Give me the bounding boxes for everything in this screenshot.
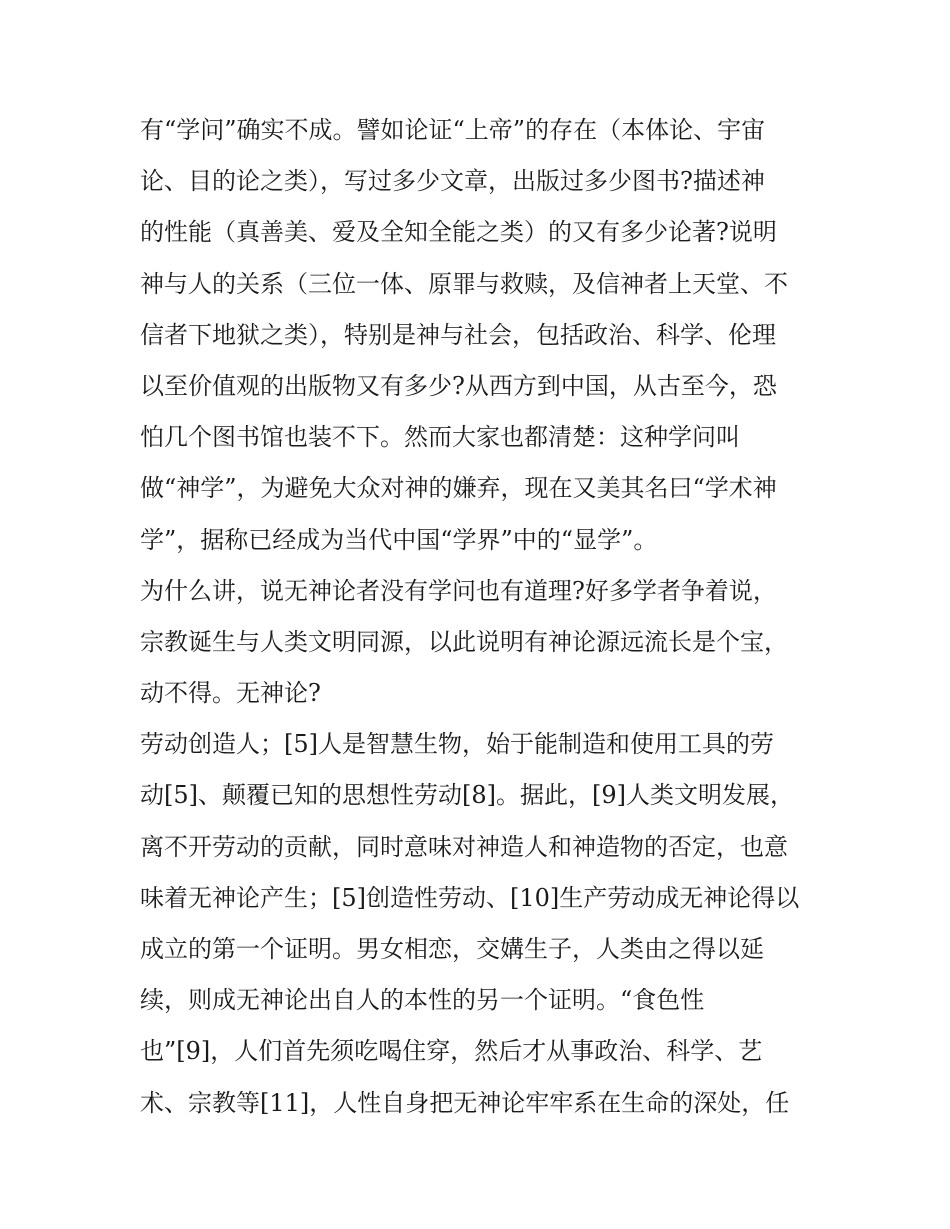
text-line-5: 信者下地狱之类），特别是神与社会，包括政治、科学、伦理: [140, 320, 776, 349]
text-line-1: 有“学问”确实不成。譬如论证“上帝”的存在（本体论、宇宙: [140, 116, 766, 144]
text-line-7: 怕几个图书馆也装不下。然而大家也都清楚：这种学问叫: [140, 423, 740, 452]
text-line-3: 的性能（真善美、爱及全知全能之类）的又有多少论著?说明: [140, 218, 777, 247]
text-line-16: 味着无神论产生；[5]创造性劳动、[10]生产劳动成无神论得以: [140, 883, 800, 912]
text-line-18: 续，则成无神论出自人的本性的另一个证明。“食色性: [140, 986, 705, 1015]
body-text: [140, 105, 830, 1129]
text-line-11: 宗教诞生与人类文明同源，以此说明有神论源远流长是个宝，: [140, 627, 788, 656]
text-line-2: 论、目的论之类），写过多少文章，出版过多少图书?描述神: [140, 167, 765, 196]
text-line-10: 为什么讲，说无神论者没有学问也有道理?好多学者争着说，: [140, 576, 777, 605]
text-line-19: 也”[9]，人们首先须吃喝住穿，然后才从事政治、科学、艺: [140, 1037, 763, 1066]
text-line-14: 动[5]、颠覆已知的思想性劳动[8]。据此，[9]人类文明发展，: [140, 781, 794, 810]
text-line-9: 学”，据称已经成为当代中国“学界”中的“显学”。: [140, 525, 658, 554]
text-line-17: 成立的第一个证明。男女相恋，交媾生子，人类由之得以延: [140, 935, 764, 963]
text-line-15: 离不开劳动的贡献，同时意味对神造人和神造物的否定，也意: [140, 832, 788, 861]
text-line-6: 以至价值观的出版物又有多少?从西方到中国，从古至今，恐: [140, 371, 777, 400]
text-line-8: 做“神学”，为避免大众对神的嫌弃，现在又美其名曰“学术神: [140, 474, 777, 503]
text-line-12: 动不得。无神论?: [140, 679, 321, 708]
text-line-20: 术、宗教等[11]，人性自身把无神论牢牢系在生命的深处，任: [140, 1088, 790, 1117]
text-line-13: 劳动创造人；[5]人是智慧生物，始于能制造和使用工具的劳: [140, 730, 774, 759]
text-line-4: 神与人的关系（三位一体、原罪与救赎，及信神者上天堂、不: [140, 269, 788, 298]
